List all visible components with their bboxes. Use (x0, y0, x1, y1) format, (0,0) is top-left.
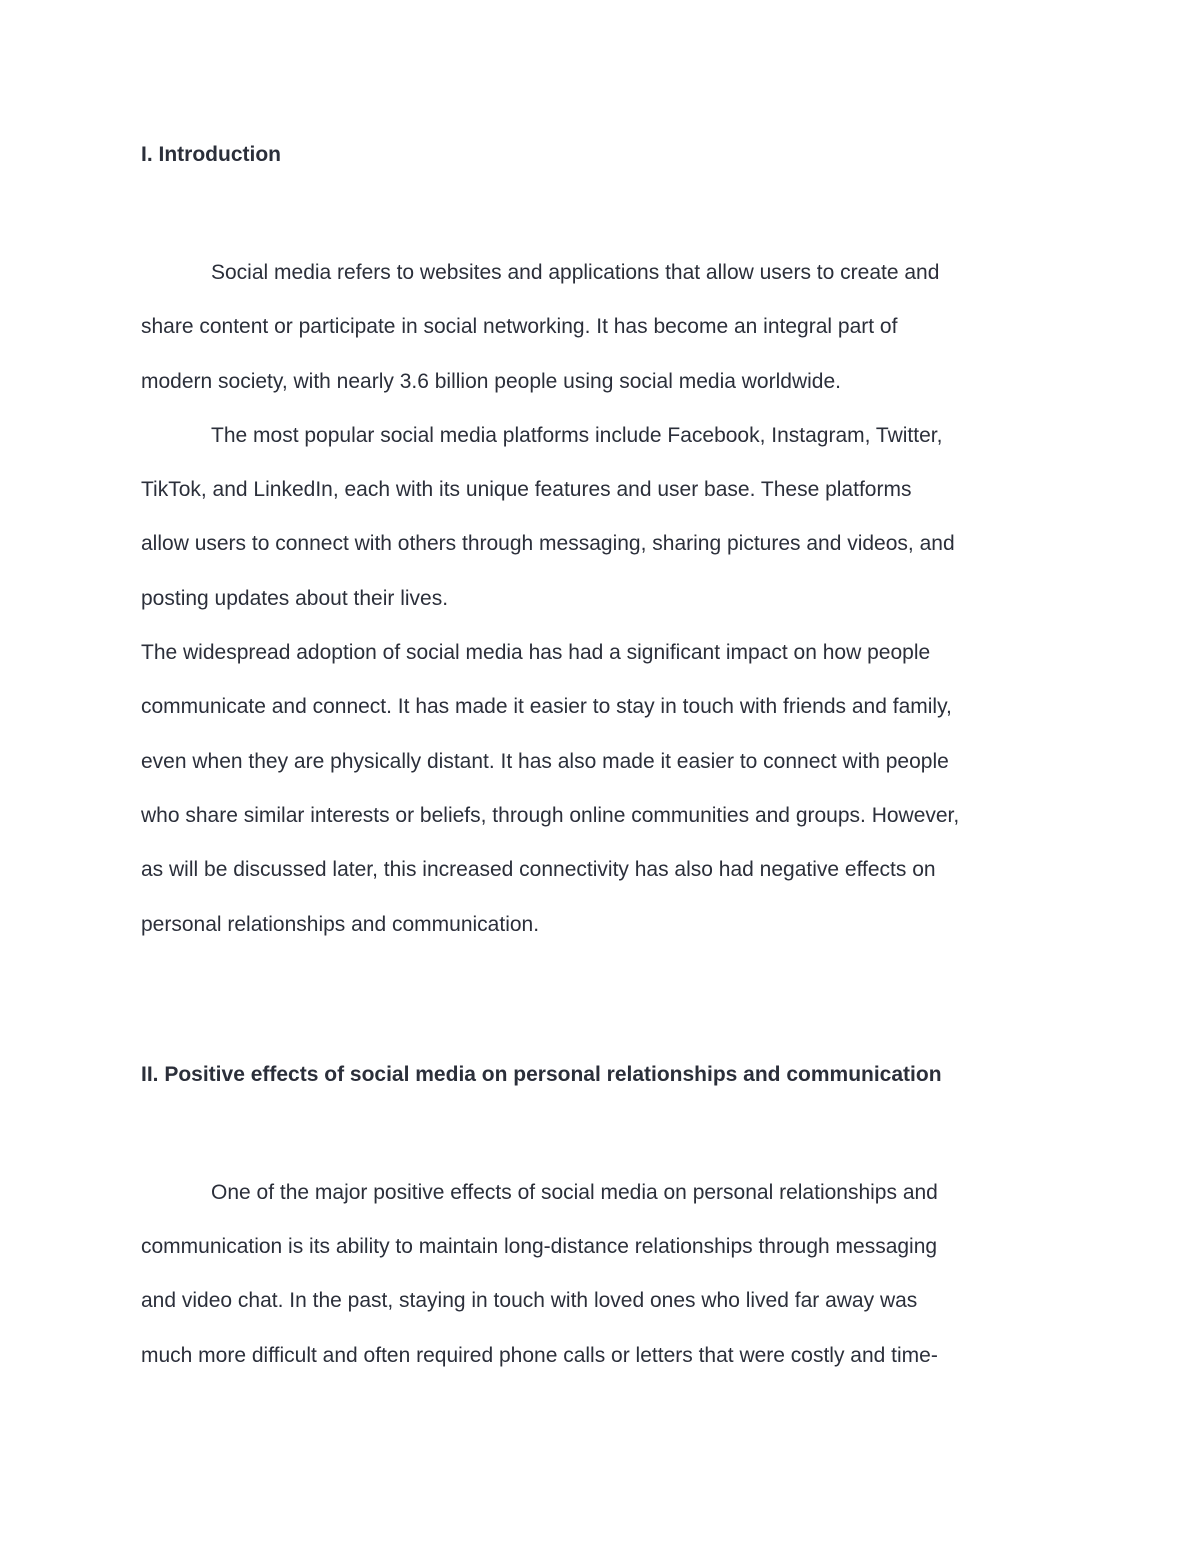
text-line: Social media refers to websites and applications that allow users to create and (211, 261, 940, 284)
text-line: The widespread adoption of social media has had a significant impact on how people (141, 641, 931, 665)
paragraph-intro-platforms (141, 409, 1066, 626)
section-heading-positive-effects: II. Positive effects of social media on personal relationships and communication (141, 1062, 942, 1086)
text-line: much more difficult and often required phone calls or letters that were costly and time- (141, 1343, 938, 1367)
text-line: communicate and connect. It has made it easier to stay in touch with friends and family, (141, 695, 952, 719)
text-line: share content or participate in social networking. It has become an integral part of (141, 315, 898, 339)
text-line: communication is its ability to maintain long-distance relationships through messaging (141, 1235, 938, 1259)
section-heading-introduction: I. Introduction (141, 143, 281, 166)
paragraph-positive-effects (141, 1166, 1066, 1383)
paragraph-intro-definition (141, 246, 1066, 409)
text-line: TikTok, and LinkedIn, each with its unique features and user base. These platforms (141, 478, 912, 502)
paragraph-intro-impact (141, 626, 1066, 952)
document-body (141, 138, 1066, 1383)
text-line: One of the major positive effects of social media on personal relationships and (211, 1180, 938, 1204)
text-line: The most popular social media platforms include Facebook, Instagram, Twitter, (211, 423, 943, 447)
text-line: even when they are physically distant. It has also made it easier to connect with people (141, 749, 949, 773)
text-line: personal relationships and communication. (141, 912, 540, 936)
text-line: who share similar interests or beliefs, through online communities and groups. However, (141, 803, 960, 827)
text-line: modern society, with nearly 3.6 billion people using social media worldwide. (141, 369, 841, 393)
text-line: posting updates about their lives. (141, 586, 449, 610)
text-line: and video chat. In the past, staying in touch with loved ones who lived far away was (141, 1289, 918, 1313)
section-spacer (141, 952, 1066, 1058)
text-line: as will be discussed later, this increased connectivity has also had negative effects on (141, 858, 936, 882)
text-line: allow users to connect with others through messaging, sharing pictures and videos, and (141, 532, 955, 556)
